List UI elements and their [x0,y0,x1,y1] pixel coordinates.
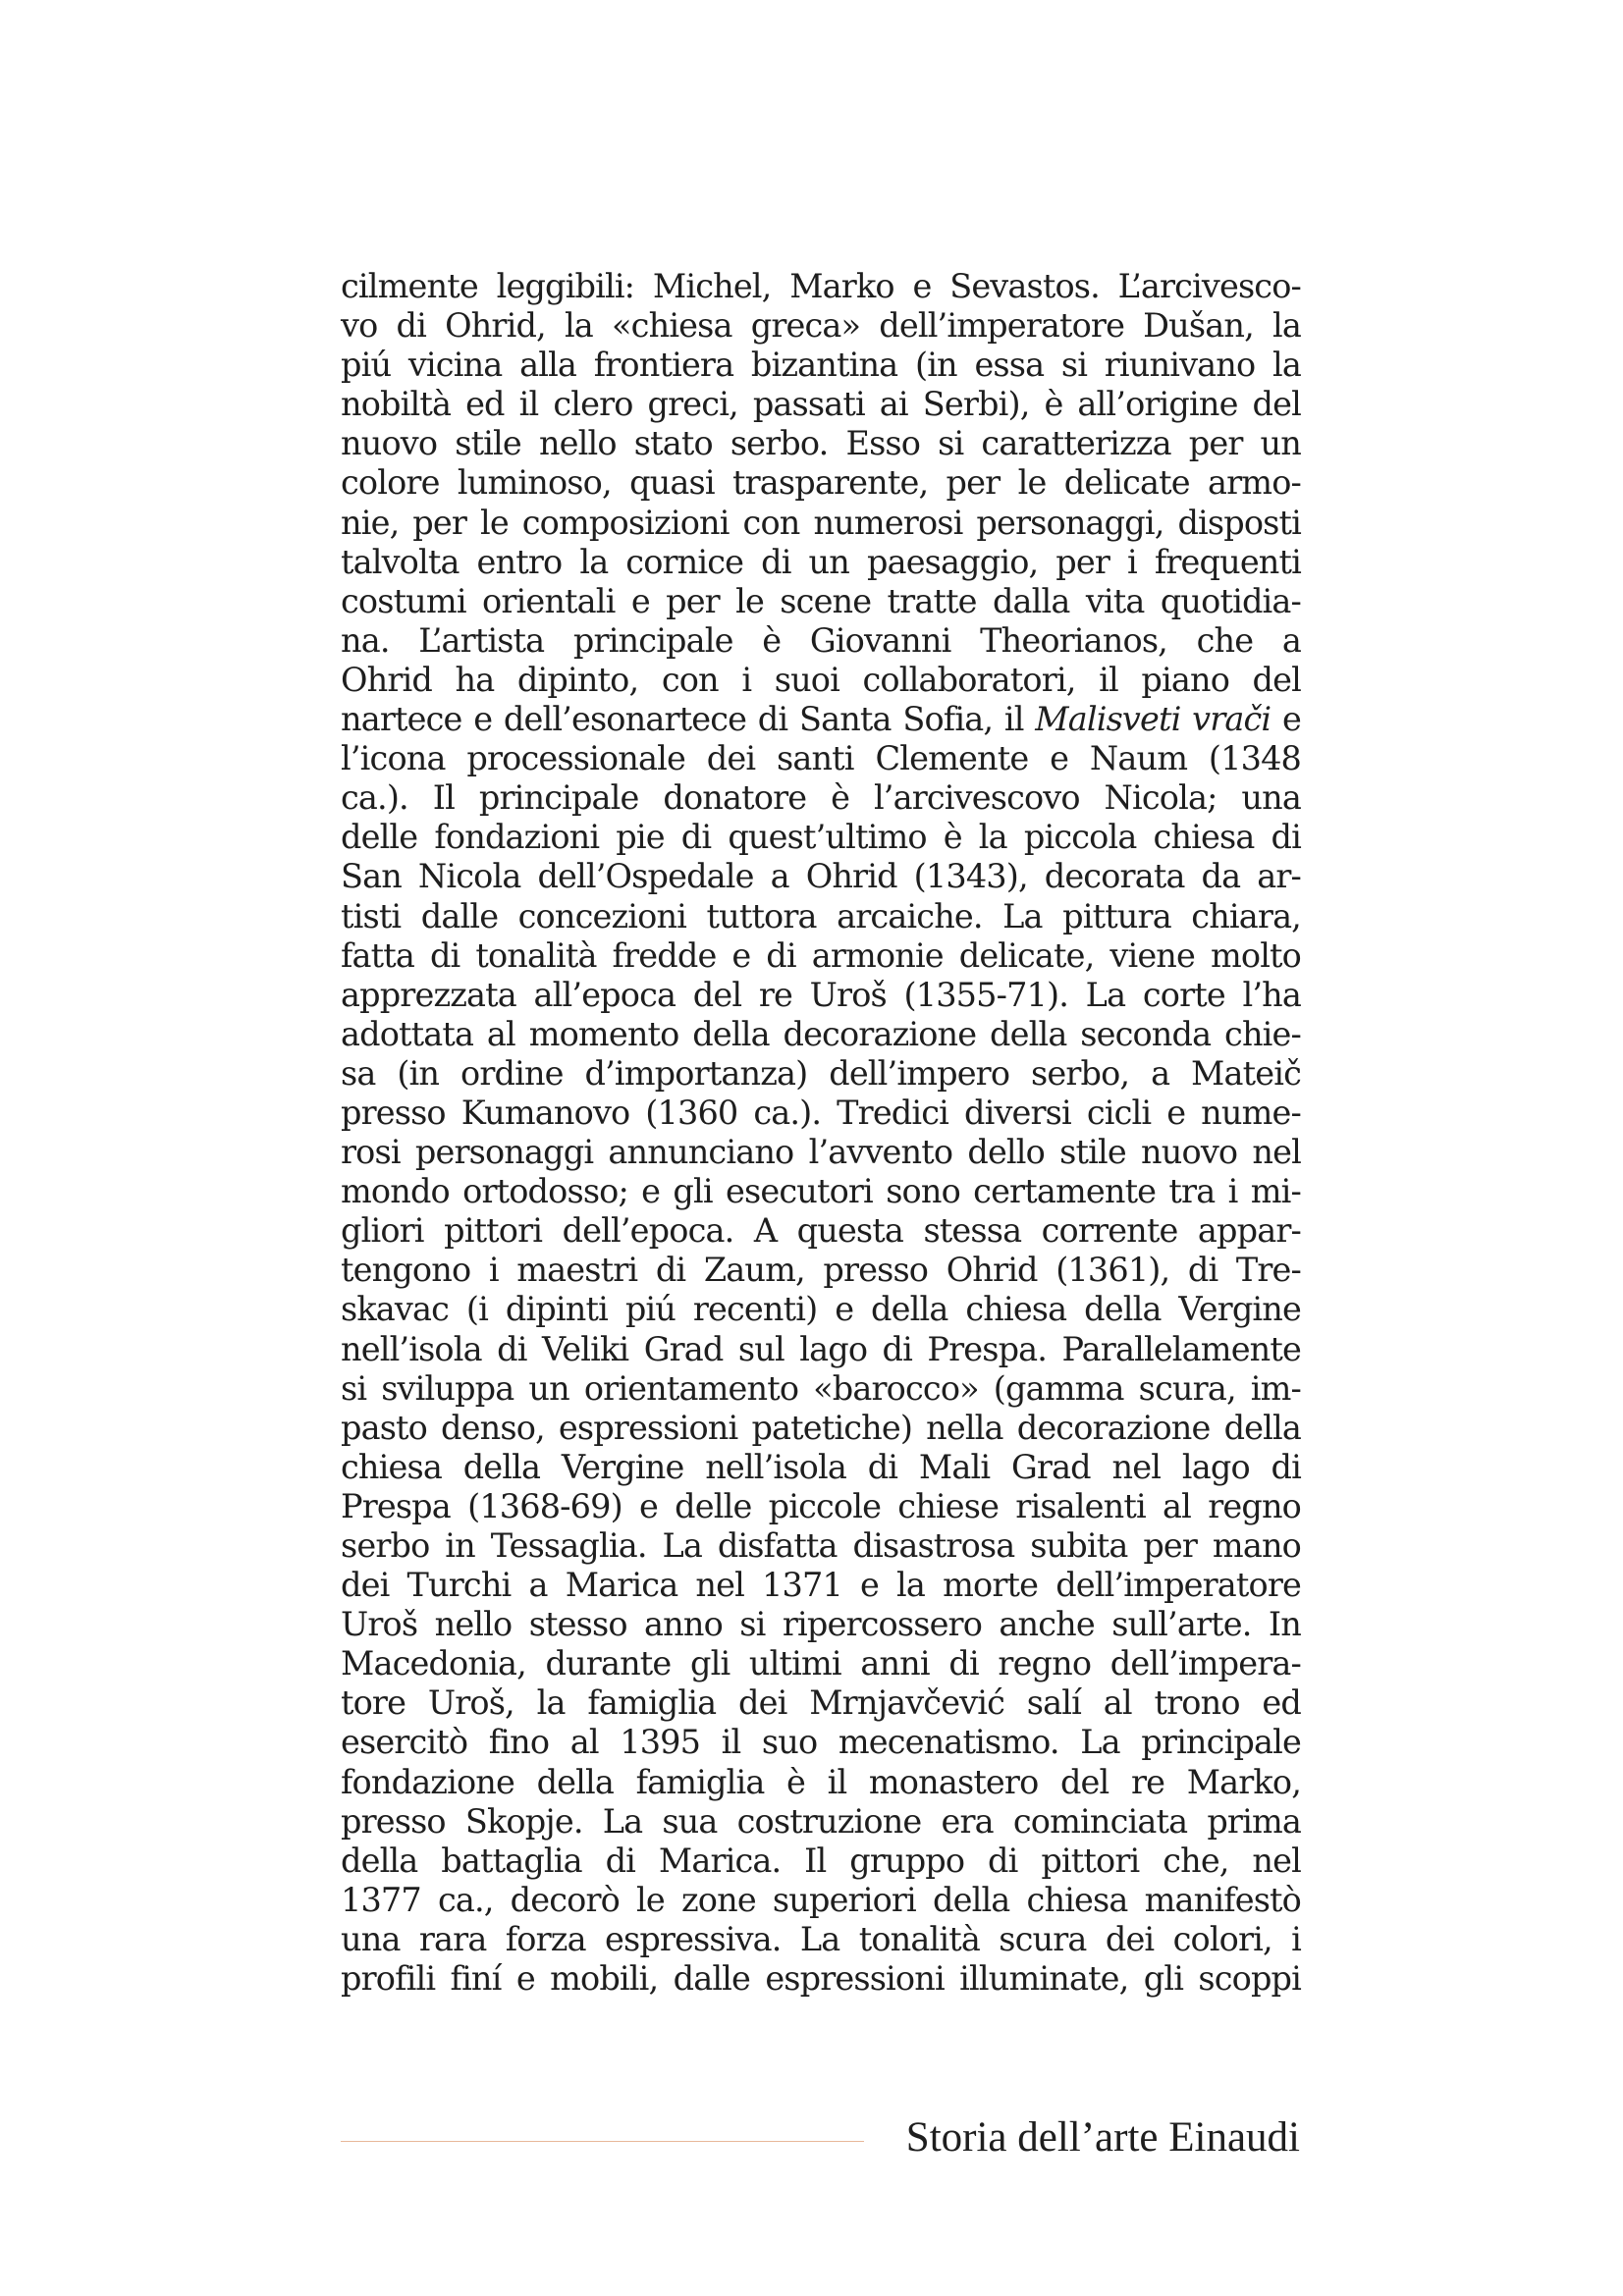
text-run: e [1271,700,1301,739]
text-line: sa (in ordine d’importanza) dell’impero serbo, a Mateič [341,1053,1301,1093]
text-line: tore Uroš, la famiglia dei Mrnjavčević salí al trono ed [341,1683,1301,1723]
text-line: gliori pittori dell’epoca. A questa stessa corrente appar- [341,1211,1301,1251]
text-line: serbo in Tessaglia. La disfatta disastrosa subita per mano [341,1526,1301,1565]
text-line: San Nicola dell’Ospedale a Ohrid (1343), decorata da ar- [341,857,1301,896]
text-line [341,700,1301,739]
text-line: Uroš nello stesso anno si ripercossero anche sull’arte. In [341,1605,1301,1644]
text-line: vo di Ohrid, la «chiesa greca» dell’imperatore Dušan, la [341,306,1301,346]
text-line: fondazione della famiglia è il monastero del re Marko, [341,1762,1301,1801]
text-line: tisti dalle concezioni tuttora arcaiche. La pittura chiara, [341,896,1301,935]
text-line: tengono i maestri di Zaum, presso Ohrid (1361), di Tre- [341,1251,1301,1290]
text-line: nie, per le composizioni con numerosi personaggi, disposti [341,503,1301,542]
text-line: costumi orientali e per le scene tratte dalla vita quotidia- [341,581,1301,620]
text-line: profili finí e mobili, dalle espressioni illuminate, gli scoppi [341,1959,1301,1999]
text-line: mondo ortodosso; e gli esecutori sono certamente tra i mi- [341,1172,1301,1211]
text-line: apprezzata all’epoca del re Uroš (1355-71). La corte l’ha [341,975,1301,1014]
body-text [341,267,1301,1999]
text-line: presso Kumanovo (1360 ca.). Tredici diversi cicli e nume- [341,1093,1301,1132]
text-line: presso Skopje. La sua costruzione era cominciata prima [341,1801,1301,1841]
footer-rule [341,2141,864,2142]
text-line: Prespa (1368-69) e delle piccole chiese risalenti al regno [341,1486,1301,1525]
text-line: delle fondazioni pie di quest’ultimo è la piccola chiesa di [341,818,1301,857]
text-line: chiesa della Vergine nell’isola di Mali Grad nel lago di [341,1447,1301,1486]
text-line: esercitò fino al 1395 il suo mecenatismo. La principale [341,1723,1301,1762]
text-line: l’icona processionale dei santi Clemente e Naum (1348 [341,739,1301,778]
text-line: dei Turchi a Marica nel 1371 e la morte dell’imperatore [341,1566,1301,1605]
text-line: piú vicina alla frontiera bizantina (in essa si riunivano la [341,346,1301,385]
footer-title: Storia dell’arte Einaudi [905,2114,1300,2161]
text-line: colore luminoso, quasi trasparente, per le delicate armo- [341,463,1301,503]
text-line: nell’isola di Veliki Grad sul lago di Prespa. Parallelamente [341,1329,1301,1368]
text-line: skavac (i dipinti piú recenti) e della chiesa della Vergine [341,1290,1301,1329]
text-line: fatta di tonalità fredde e di armonie delicate, viene molto [341,935,1301,975]
text-line: pasto denso, espressioni patetiche) nella decorazione della [341,1408,1301,1447]
text-line: na. L’artista principale è Giovanni Theorianos, che a [341,620,1301,660]
text-run: nartece e dell’esonartece di Santa Sofia, il [341,700,1036,739]
text-line: rosi personaggi annunciano l’avvento dello stile nuovo nel [341,1133,1301,1172]
text-line: adottata al momento della decorazione della seconda chie- [341,1014,1301,1053]
text-line: della battaglia di Marica. Il gruppo di pittori che, nel [341,1841,1301,1880]
text-line: nuovo stile nello stato serbo. Esso si caratterizza per un [341,424,1301,463]
text-line: ca.). Il principale donatore è l’arcivescovo Nicola; una [341,778,1301,818]
italic-title: Malisveti vrači [1035,700,1271,739]
text-line: nobiltà ed il clero greci, passati ai Serbi), è all’origine del [341,385,1301,424]
text-line: Macedonia, durante gli ultimi anni di regno dell’impera- [341,1644,1301,1683]
text-line: talvolta entro la cornice di un paesaggio, per i frequenti [341,542,1301,581]
text-line: una rara forza espressiva. La tonalità scura dei colori, i [341,1919,1301,1958]
text-line: 1377 ca., decorò le zone superiori della chiesa manifestò [341,1880,1301,1919]
text-line: Ohrid ha dipinto, con i suoi collaboratori, il piano del [341,660,1301,699]
text-line: si sviluppa un orientamento «barocco» (gamma scura, im- [341,1368,1301,1408]
text-line: cilmente leggibili: Michel, Marko e Sevastos. L’arcivesco- [341,267,1301,305]
